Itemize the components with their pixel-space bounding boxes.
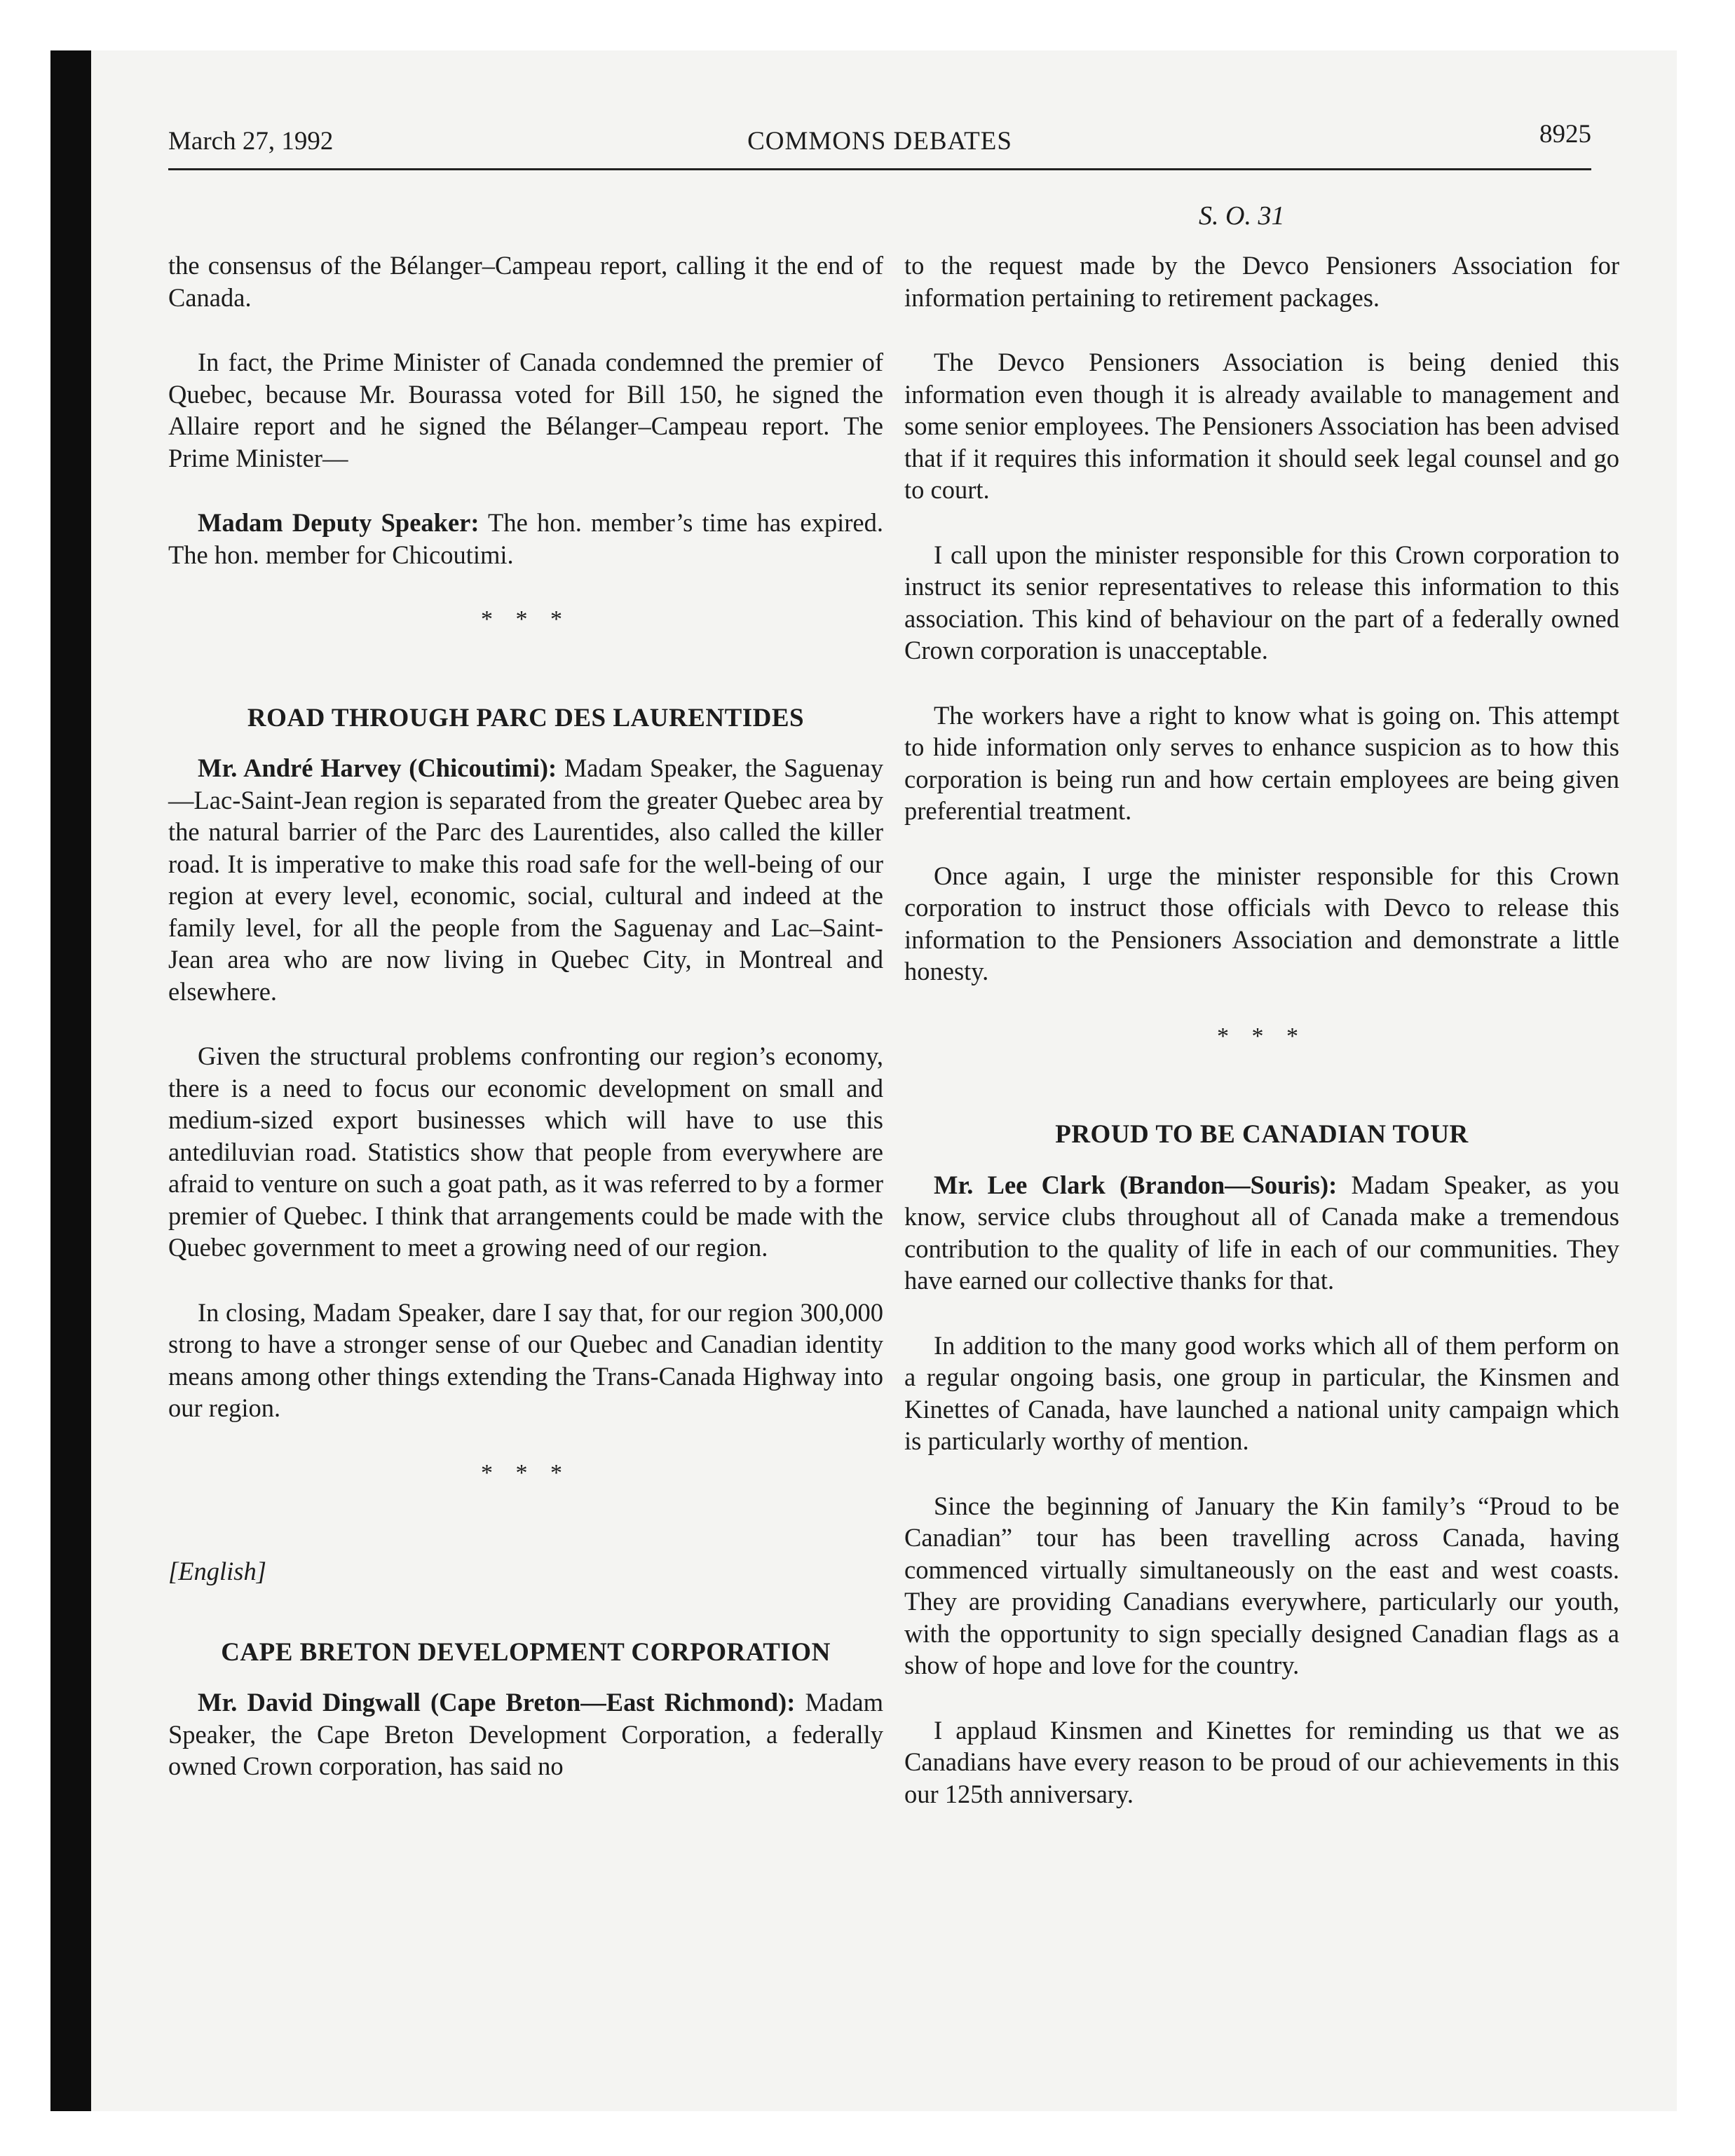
- speech-paragraph: [168, 507, 883, 571]
- left-column: [168, 250, 883, 1815]
- speech-text: Madam Speaker, the Cape Breton Development Corporation, a federally owned Crown corporation, has said no: [168, 1688, 883, 1780]
- paragraph: Once again, I urge the minister responsible for this Crown corporation to instruct those officials with Devco to release this information to the Pensioners Association and demonstrate a little honesty.: [904, 861, 1619, 985]
- right-column: [904, 250, 1619, 1843]
- speaker-name: Madam Deputy Speaker:: [198, 508, 479, 537]
- paragraph: the consensus of the Bélanger–Campeau report, calling it the end of Canada.: [168, 251, 883, 312]
- speech-paragraph: [168, 752, 883, 1007]
- speech-text: The hon. member’s time has expired. The hon. member for Chicoutimi.: [168, 508, 884, 569]
- section-heading: PROUD TO BE CANADIAN TOUR: [1055, 1120, 1469, 1149]
- paragraph: In addition to the many good works which all of them perform on a regular ongoing basis, one group in particular, the Kinsmen and Kinettes of Canada, have launched a national unity campaign which is particularly worthy of mention.: [904, 1330, 1619, 1455]
- paragraph: In closing, Madam Speaker, dare I say that, for our region 300,000 strong to have a stronger sense of our Quebec and Canadian identity means among other things extending the Trans-Canada Highway into our region.: [168, 1297, 883, 1422]
- paragraph: In fact, the Prime Minister of Canada condemned the premier of Quebec, because Mr. Bourassa voted for Bill 150, he signed the Allaire report and he signed the Bélanger–Campeau report. The Prime Minister—: [168, 348, 883, 472]
- paragraph: Since the beginning of January the Kin family’s “Proud to be Canadian” tour has been travelling across Canada, having commenced virtually simultaneously on the east and west coasts. They are providing Canadians everywhere, particularly our youth, with the opportunity to sign specially designed Canadian flags as a show of hope and love for the country.: [904, 1491, 1619, 1679]
- paragraph: I call upon the minister responsible for this Crown corporation to instruct its senior representatives to release this information to this association. This kind of behaviour on the part of a federally owned Crown corporation is unacceptable.: [904, 540, 1619, 664]
- paragraph: The workers have a right to know what is going on. This attempt to hide information only serves to enhance suspicion as to how this corporation is being run and how certain employees are being given preferential treatment.: [904, 700, 1619, 825]
- section-separator: * * *: [1217, 1023, 1307, 1049]
- standing-order-label: S. O. 31: [1199, 201, 1285, 231]
- speech-text: Madam Speaker, as you know, service clubs throughout all of Canada make a tremendous contribution to the quality of life in each of our communities. They have earned our collective thanks for that.: [904, 1170, 1619, 1295]
- speaker-name: Mr. Lee Clark (Brandon—Souris):: [934, 1170, 1338, 1199]
- section-heading: ROAD THROUGH PARC DES LAURENTIDES: [247, 703, 805, 732]
- paragraph: Given the structural problems confronting our region’s economy, there is a need to focus our economic development on small and medium-sized export businesses which will have to use this antediluvian road. Statistics show that people from everywhere are afraid to venture on such a goat path, as it was referred to by a former premier of Quebec. I think that arrangements could be made with the Quebec government to meet a growing need of our region.: [168, 1042, 883, 1262]
- page-number: 8925: [1539, 120, 1591, 149]
- paragraph: The Devco Pensioners Association is being denied this information even though it is already available to management and some senior employees. The Pensioners Association has been advised that if it requires this information it should seek legal counsel and go to court.: [904, 348, 1619, 504]
- section-separator: * * *: [481, 606, 571, 632]
- language-marker: [English]: [168, 1557, 266, 1585]
- speech-paragraph: [168, 1686, 883, 1782]
- paragraph: to the request made by the Devco Pensioners Association for information pertaining to retirement packages.: [904, 251, 1619, 312]
- speaker-name: Mr. David Dingwall (Cape Breton—East Richmond):: [198, 1688, 796, 1717]
- section-heading: CAPE BRETON DEVELOPMENT CORPORATION: [221, 1637, 831, 1667]
- header-title: COMMONS DEBATES: [747, 127, 1012, 156]
- scan-border: [50, 50, 91, 2111]
- paragraph: I applaud Kinsmen and Kinettes for reminding us that we as Canadians have every reason to be proud of our achievements in this our 125th anniversary.: [904, 1715, 1619, 1808]
- header-date: March 27, 1992: [168, 127, 334, 156]
- running-header: [168, 119, 1591, 170]
- speech-text: Madam Speaker, the Saguenay—Lac-Saint-Jean region is separated from the greater Quebec area by the natural barrier of the Parc des Laurentides, also called the killer road. It is imperative to make this road safe for the well-being of our region at every level, economic, social, cultural and indeed at the family level, for all the people from the Saguenay and Lac–Saint-Jean area who are now living in Quebec City, in Montreal and elsewhere.: [168, 753, 883, 1006]
- speaker-name: Mr. André Harvey (Chicoutimi):: [198, 753, 557, 782]
- section-separator: * * *: [481, 1459, 571, 1486]
- speech-paragraph: [904, 1169, 1619, 1297]
